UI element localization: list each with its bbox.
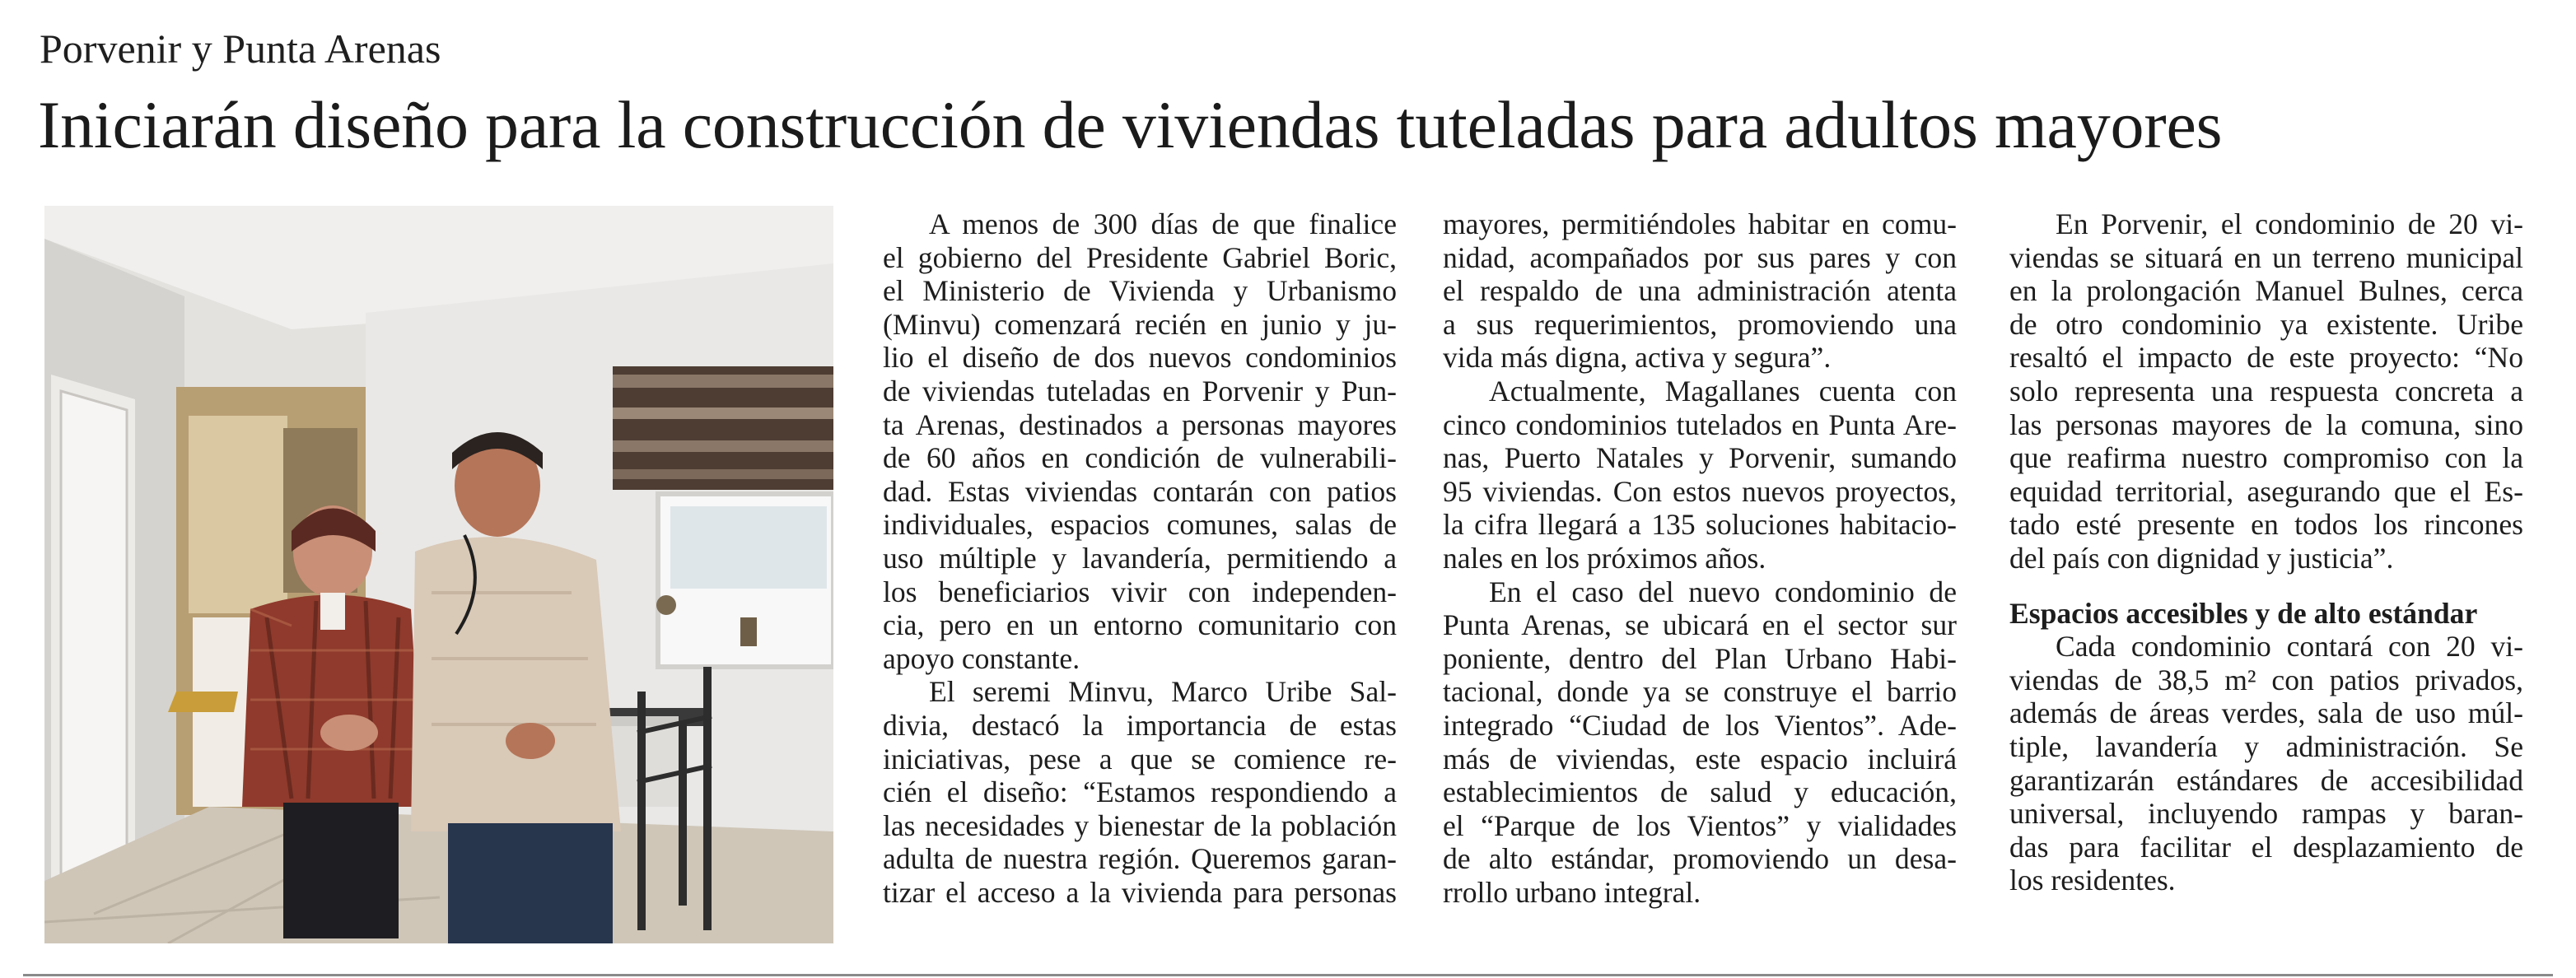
body-line: nas, Puerto Natales y Porvenir, sumando [1443, 441, 1957, 475]
body-line: solo representa una respuesta concreta a [2009, 374, 2523, 408]
bottom-rule [23, 974, 2553, 976]
body-line: tizar el acceso a la vivienda para personas [883, 875, 1397, 909]
body-line: nidad, acompañados por sus pares y con [1443, 240, 1957, 274]
body-line: viendas se situará en un terreno municipal [2009, 240, 2523, 274]
body-line: adulta de nuestra región. Queremos garan- [883, 842, 1397, 876]
body-line: dad. Estas viviendas contarán con patios [883, 474, 1397, 508]
section-subhead: Espacios accesibles y de alto estándar [2009, 596, 2478, 630]
article-column-1 [883, 207, 1397, 948]
body-line: Cada condominio contará con 20 vi- [2056, 630, 2523, 664]
body-line: A menos de 300 días de que finalice [929, 207, 1397, 240]
body-line: establecimientos de salud y educación, [1443, 775, 1957, 809]
body-line: 95 viviendas. Con estos nuevos proyectos, [1443, 474, 1957, 508]
body-line: Punta Arenas, se ubicará en el sector sur [1443, 608, 1957, 642]
body-line: integrado “Ciudad de los Vientos”. Ade- [1443, 708, 1957, 742]
body-line: individuales, espacios comunes, salas de [883, 508, 1397, 542]
article-column-3 [2009, 207, 2523, 948]
body-line: divia, destacó la importancia de estas [883, 708, 1397, 742]
body-line: (Minvu) comenzará recién en junio y ju- [883, 307, 1397, 341]
body-line: en la prolongación Manuel Bulnes, cerca [2009, 274, 2523, 308]
body-line: el respaldo de una administración atenta [1443, 274, 1957, 308]
body-line: lio el diseño de dos nuevos condominios [883, 341, 1397, 375]
article-column-2 [1443, 207, 1957, 948]
body-line: resaltó el impacto de este proyecto: “No [2009, 341, 2523, 375]
body-line: de 60 años en condición de vulnerabili- [883, 441, 1397, 475]
body-line: nales en los próximos años. [1443, 541, 1766, 575]
body-line: que reafirma nuestro compromiso con la [2009, 441, 2523, 475]
body-line: a sus requerimientos, promoviendo una [1443, 307, 1957, 341]
body-line: tiple, lavandería y administración. Se [2009, 729, 2523, 763]
body-line: iniciativas, pese a que se comience re- [883, 742, 1397, 775]
body-line: El seremi Minvu, Marco Uribe Sal- [929, 675, 1397, 709]
body-line: En el caso del nuevo condominio de [1489, 575, 1957, 608]
body-line: las personas mayores de la comuna, sino [2009, 408, 2523, 441]
body-line: el Ministerio de Vivienda y Urbanismo [883, 274, 1397, 308]
body-line: el “Parque de los Vientos” y vialidades [1443, 808, 1957, 842]
body-line: rrollo urbano integral. [1443, 875, 1701, 909]
body-line: el gobierno del Presidente Gabriel Boric, [883, 240, 1397, 274]
body-line: vida más digna, activa y segura”. [1443, 341, 1832, 375]
body-line: de otro condominio ya existente. Uribe [2009, 307, 2523, 341]
body-line: de viviendas tuteladas en Porvenir y Pun- [883, 374, 1397, 408]
body-line: apoyo constante. [883, 641, 1080, 675]
article-headline: Iniciarán diseño para la construcción de viviendas tuteladas para adultos mayores [38, 87, 2223, 162]
article-photo [44, 206, 833, 943]
body-line: poniente, dentro del Plan Urbano Habi- [1443, 641, 1957, 675]
body-line: además de áreas verdes, sala de uso múl- [2009, 696, 2523, 730]
body-line: equidad territorial, asegurando que el Es- [2009, 474, 2523, 508]
article-kicker: Porvenir y Punta Arenas [40, 26, 441, 72]
body-line: de alto estándar, promoviendo un desa- [1443, 842, 1957, 876]
body-line: universal, incluyendo rampas y baran- [2009, 797, 2523, 831]
body-line: En Porvenir, el condominio de 20 vi- [2056, 207, 2523, 240]
body-line: cia, pero en un entorno comunitario con [883, 608, 1397, 642]
body-line: las necesidades y bienestar de la población [883, 808, 1397, 842]
body-line: tado esté presente en todos los rincones [2009, 508, 2523, 542]
body-line: del país con dignidad y justicia”. [2009, 541, 2394, 575]
body-line: viendas de 38,5 m² con patios privados, [2009, 663, 2523, 696]
body-line: das para facilitar el desplazamiento de [2009, 830, 2523, 864]
body-line: cinco condominios tutelados en Punta Are- [1443, 408, 1957, 441]
body-line: uso múltiple y lavandería, permitiendo a [883, 541, 1397, 575]
body-line: más de viviendas, este espacio incluirá [1443, 742, 1957, 775]
body-line: ta Arenas, destinados a personas mayores [883, 408, 1397, 441]
body-line: tacional, donde ya se construye el barrio [1443, 675, 1957, 709]
body-line: los residentes. [2009, 864, 2176, 897]
body-line: la cifra llegará a 135 soluciones habitacio- [1443, 508, 1957, 542]
body-line: los beneficiarios vivir con independen- [883, 575, 1397, 608]
body-line: garantizarán estándares de accesibilidad [2009, 763, 2523, 797]
body-line: mayores, permitiéndoles habitar en comu- [1443, 207, 1957, 240]
body-line: Actualmente, Magallanes cuenta con [1489, 374, 1957, 408]
body-line: cién el diseño: “Estamos respondiendo a [883, 775, 1397, 809]
